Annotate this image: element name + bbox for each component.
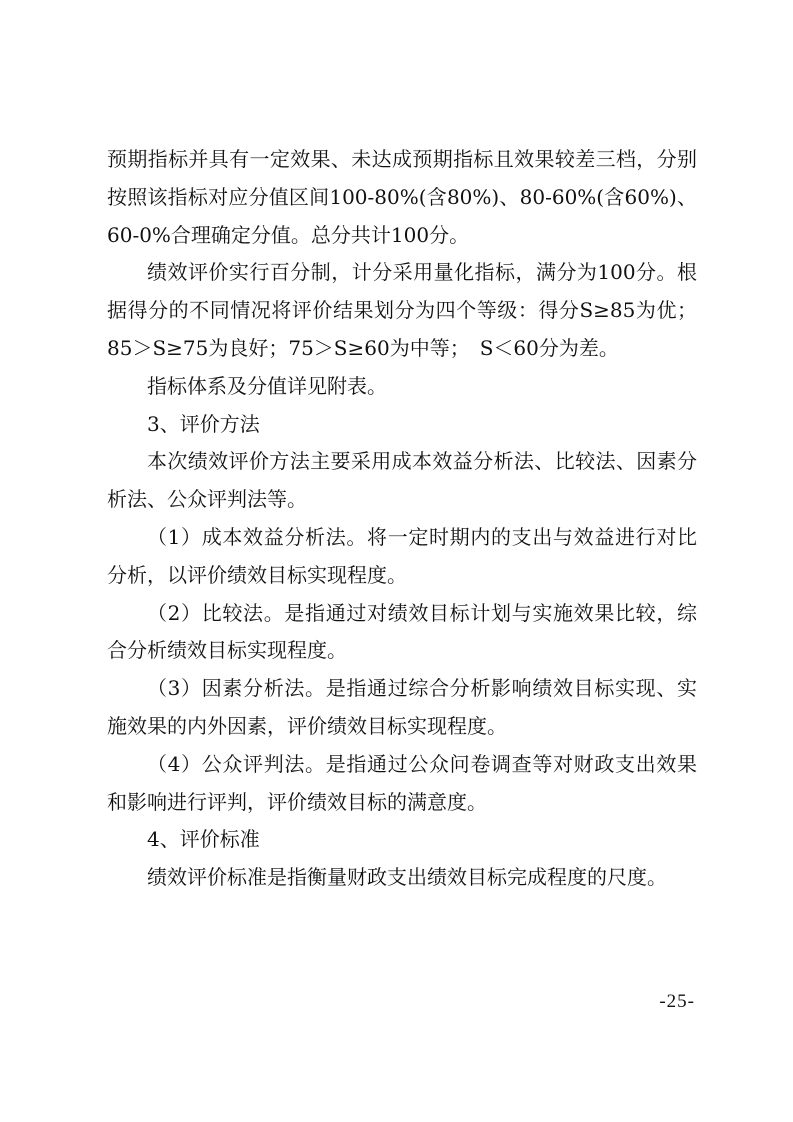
- paragraph-method-public-evaluation: （4）公众评判法。是指通过公众问卷调查等对财政支出效果和影响进行评判，评价绩效目标的满意度。: [107, 751, 697, 814]
- paragraph-method-comparison: （2）比较法。是指通过对绩效目标计划与实施效果比较，综合分析绩效目标实现程度。: [107, 600, 697, 663]
- document-body: [107, 141, 697, 897]
- paragraph-methods-overview: 本次绩效评价方法主要采用成本效益分析法、比较法、因素分析法、公众评判法等。: [107, 449, 697, 512]
- paragraph-continued-scoring: 预期指标并具有一定效果、未达成预期指标且效果较差三档，分别按照该指标对应分值区间100-80%(含80%)、80-60%(含60%)、60-0%合理确定分值。总分共计100分。: [107, 147, 697, 247]
- paragraph-method-factor-analysis: （3）因素分析法。是指通过综合分析影响绩效目标实现、实施效果的内外因素，评价绩效目标实现程度。: [107, 676, 697, 738]
- paragraph-grading-scale: 绩效评价实行百分制，计分采用量化指标，满分为100分。根据得分的不同情况将评价结果划分为四个等级：得分S≥85为优；85＞S≥75为良好；75＞S≥60为中等； S＜60分为差。: [107, 260, 697, 360]
- section-heading-evaluation-methods: 3、评价方法: [147, 411, 260, 436]
- paragraph-criteria-definition: 绩效评价标准是指衡量财政支出绩效目标完成程度的尺度。: [147, 865, 667, 890]
- section-heading-evaluation-criteria: 4、评价标准: [147, 827, 260, 852]
- page-number: -25-: [659, 991, 695, 1012]
- paragraph-method-cost-benefit: （1）成本效益分析法。将一定时期内的支出与效益进行对比分析，以评价绩效目标实现程度。: [107, 524, 697, 587]
- paragraph-indicator-note: 指标体系及分值详见附表。: [147, 373, 387, 398]
